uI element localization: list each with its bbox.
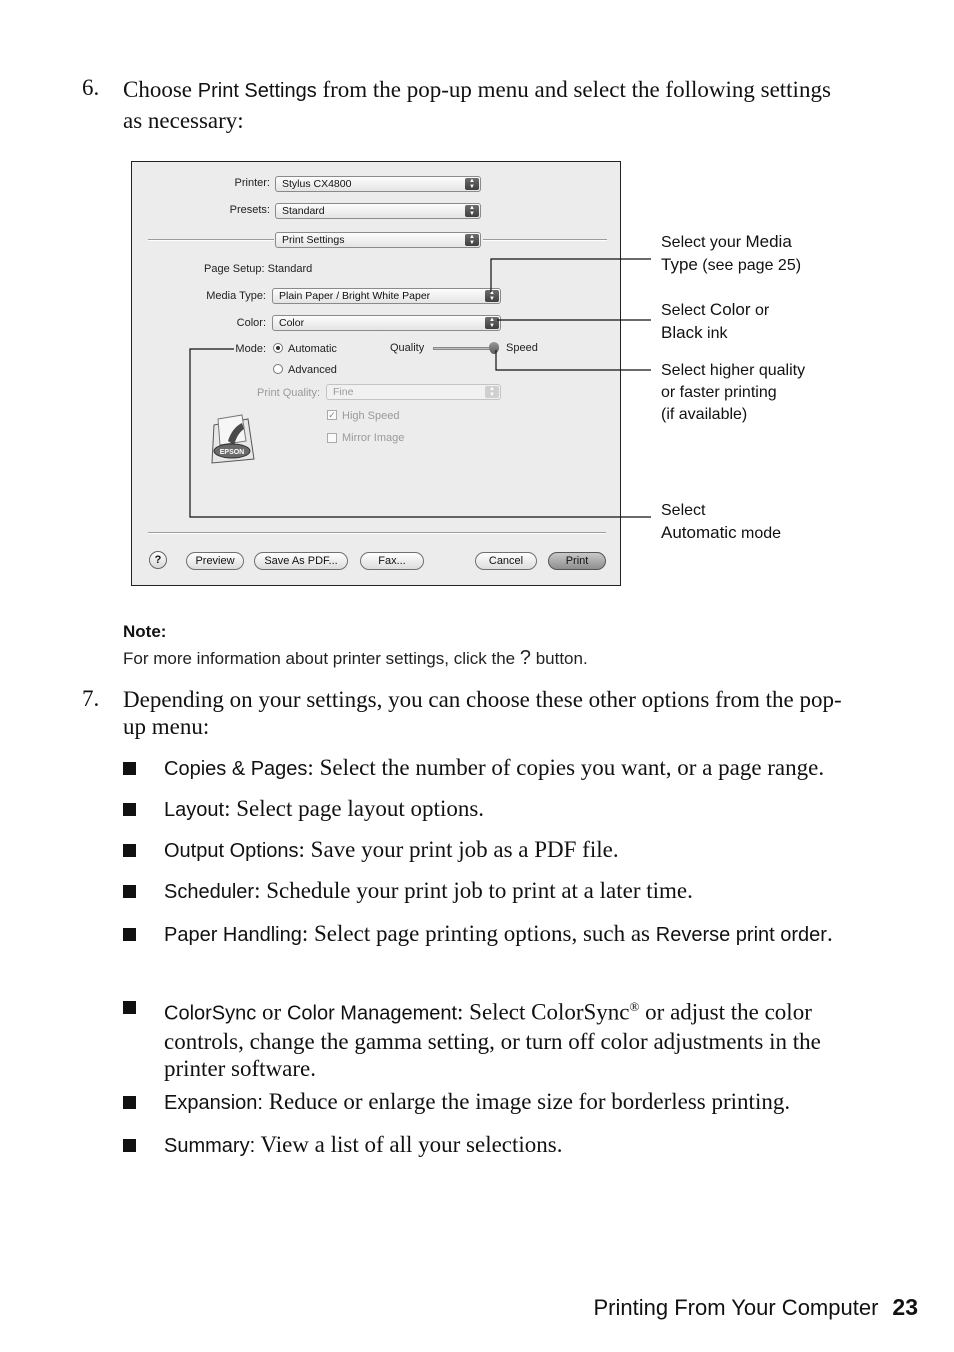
callout-mode [661,500,781,545]
bullet-square-icon [123,928,136,941]
list-item-keyword: Output Options [164,840,299,862]
list-item-text [164,1131,874,1160]
list-item-colon: : [307,755,314,780]
step-text-post: from the pop-up menu and select the following settings as necessary: [123,77,831,133]
list-item-desc: or adjust the color controls, change the gamma setting, or turn off color adjustments in the printer software. [164,999,821,1081]
page-setup-label: Page Setup: Standard [204,263,313,275]
bullet-square-icon [123,803,136,816]
popup-arrows-icon: ▲ ▼ [485,317,499,329]
bullet-square-icon [123,885,136,898]
callout-keyword: Type [661,255,698,274]
pane-value: Print Settings [282,234,345,246]
callout-text: or faster printing [661,384,777,401]
bullet-square-icon [123,1096,136,1109]
list-item-keyword: Summary: [164,1135,256,1157]
list-item-colon: : [457,999,464,1025]
mode-callout-line [190,349,651,517]
list-item-colon: : [298,837,305,862]
printer-label: Printer: [234,177,270,189]
list-item-keyword: Color Management [286,1002,458,1025]
list-item-desc: Select page layout options. [230,796,485,821]
list-item-keyword: Layout [164,799,225,821]
list-item-end: . [826,921,833,946]
note-text: For more information about printer settings, click the [123,649,520,668]
list-item-keyword: Copies & Pages [164,758,308,780]
list-item-desc: Save your print job as a PDF file. [304,837,619,862]
print-quality-label: Print Quality: [257,387,320,399]
printer-value: Stylus CX4800 [282,178,352,190]
callout-keyword: Media [745,232,792,251]
print-quality-value: Fine [333,386,354,398]
media-type-label: Media Type: [206,290,266,302]
presets-value: Standard [282,205,325,217]
speed-label: Speed [506,342,538,354]
page-number: 23 [892,1294,918,1320]
list-item-desc: Select page printing options, such as [308,921,656,946]
quality-label: Quality [390,342,425,354]
list-item-colon: : [301,921,309,946]
list-item-colon: : [254,878,261,903]
callout-keyword: Automatic [661,523,737,542]
callout-color [661,299,769,345]
save-as-pdf-button[interactable]: Save As PDF... [254,552,348,570]
mode-advanced-label: Advanced [288,364,337,376]
footer-section-title: Printing From Your Computer [593,1295,879,1320]
callout-text: Select your [661,234,746,251]
callout-text: ink [702,325,728,342]
bullet-square-icon [123,844,136,857]
help-button[interactable]: ? [149,551,167,569]
list-item-text [164,1088,874,1117]
high-speed-label: High Speed [342,410,400,422]
note-keyword: ? [519,647,531,669]
mode-automatic-label: Automatic [288,343,337,355]
logo-text: EPSON [219,449,245,456]
popup-arrows-icon: ▲ ▼ [465,205,479,217]
bullet-square-icon [123,1001,136,1014]
fax-button[interactable]: Fax... [360,552,424,570]
list-item-keyword: Reverse print order [655,924,827,946]
callout-text: Select [661,302,710,319]
popup-arrows-icon: ▲ ▼ [485,386,499,398]
list-item-keyword: Expansion: [164,1092,263,1114]
callout-text: (see page 25) [697,257,802,274]
mirror-image-label: Mirror Image [342,432,405,444]
media-callout-line [491,259,651,292]
preview-button[interactable]: Preview [186,552,244,570]
popup-arrows-icon: ▲ ▼ [465,178,479,190]
step-7-text: Depending on your settings, you can choose these other options from the pop-up menu: [123,687,842,739]
list-item-keyword: Paper Handling [164,924,302,946]
bullet-square-icon [123,762,136,775]
list-item-desc: Schedule your print job to print at a later time. [260,878,693,903]
callout-text: (if available) [661,406,748,423]
callout-keyword: Black [661,323,703,342]
list-item-text [164,795,874,824]
presets-label: Presets: [229,204,270,216]
note-title: Note: [123,622,167,641]
list-item-keyword: ColorSync [164,1002,257,1025]
callout-text: or [750,302,770,319]
callout-text: Select higher quality [661,362,806,379]
callout-keyword: Color [709,300,751,319]
quality-callout-line [496,350,651,370]
list-item-text [164,993,874,1082]
step-number: 7. [82,686,100,711]
list-item-mid: or [256,999,287,1025]
note-text: button. [530,649,588,668]
bullet-square-icon [123,1139,136,1152]
callout-media-type [661,231,801,277]
keyword-print-settings: Print Settings [197,80,317,102]
page-footer [594,1294,919,1321]
note-body [123,647,588,670]
popup-arrows-icon: ▲ ▼ [485,290,499,302]
list-item-desc: View a list of all your selections. [255,1132,563,1157]
popup-arrows-icon: ▲ ▼ [465,234,479,246]
list-item-keyword: Scheduler [164,881,255,903]
list-item-colon: : [224,796,231,821]
list-item-text [164,836,874,865]
list-item-text [164,877,874,906]
callout-quality [661,360,805,426]
color-label: Color: [236,317,266,329]
list-item-text [164,920,874,949]
step-text-pre: Choose [123,77,198,102]
callout-text: mode [736,525,782,542]
media-type-value: Plain Paper / Bright White Paper [279,290,431,302]
list-item-text [164,754,874,783]
high-speed-checkbox[interactable]: ✓ [328,410,336,420]
step-number: 6. [82,75,100,100]
list-item-desc: Reduce or enlarge the image size for borderless printing. [262,1089,791,1114]
print-button[interactable]: Print [548,552,606,570]
list-item-desc: Select the number of copies you want, or a page range. [313,755,825,780]
callout-text: Select [661,502,706,519]
registered-mark: ® [629,999,640,1014]
mode-label: Mode: [235,343,266,355]
color-value: Color [279,317,305,329]
list-item-desc: Select ColorSync [463,999,630,1025]
cancel-button[interactable]: Cancel [475,552,537,570]
